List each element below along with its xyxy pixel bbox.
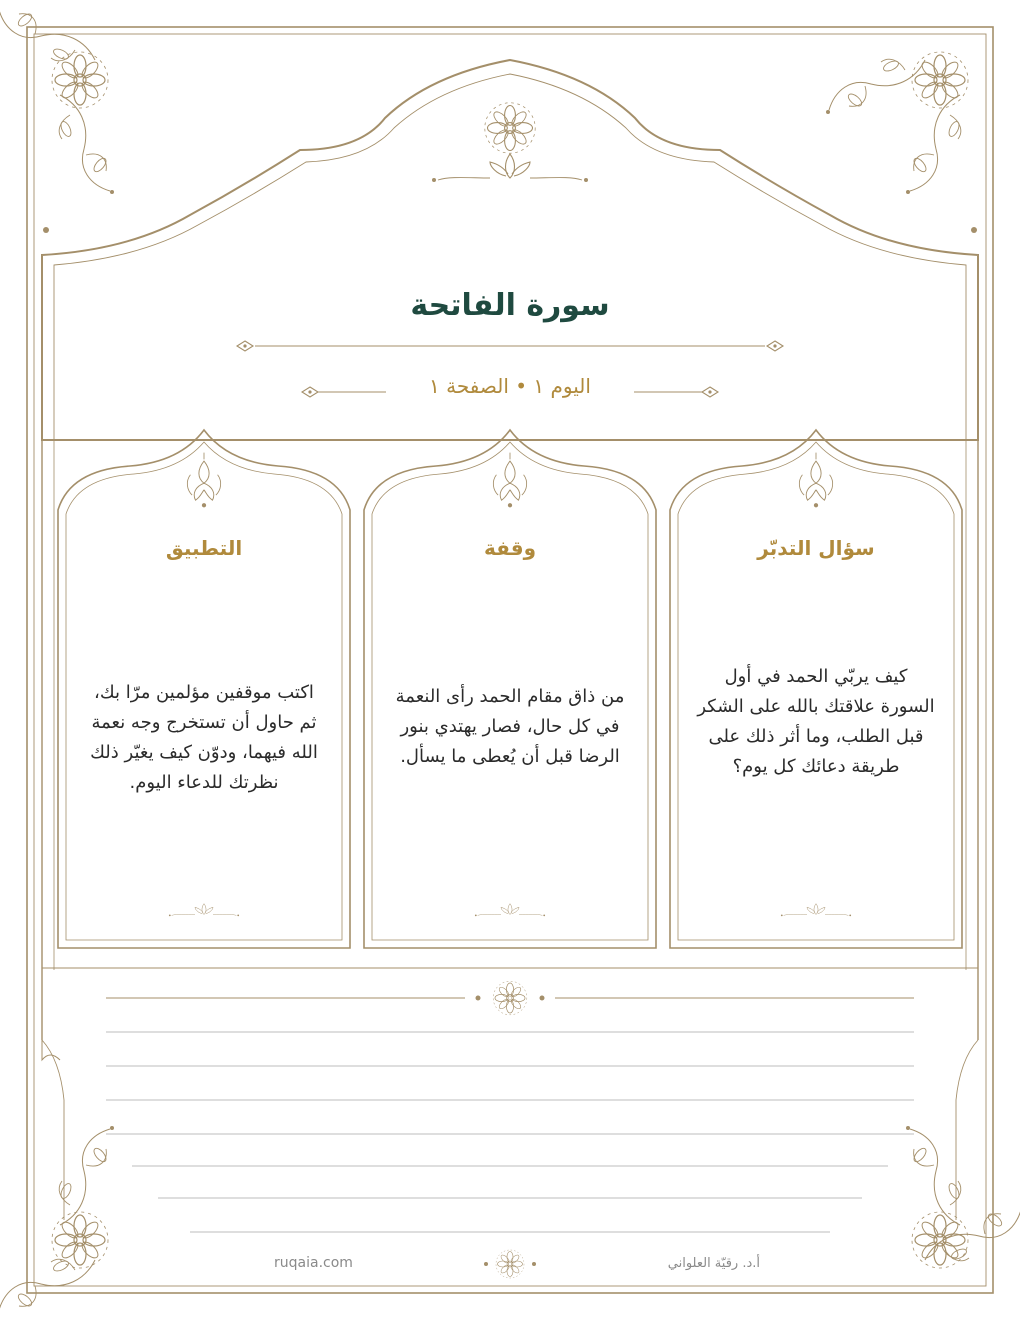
writing-lines[interactable] [106, 1032, 914, 1232]
card-body-reflection-question: كيف يربّي الحمد في أول السورة علاقتك بالله على الشكر قبل الطلب، وما أثر ذلك على طريقة دعائك كل يوم؟ [697, 666, 935, 777]
card-body-pause: من ذاق مقام الحمد رأى النعمة في كل حال، فصار يهتدي بنور الرضا قبل أن يُعطى ما يسأل. [395, 686, 625, 767]
card-heading-pause: وقفة [483, 536, 537, 560]
card-heading-reflection-question: سؤال التدبّر [757, 536, 875, 560]
card-heading-application: التطبيق [165, 536, 243, 560]
floral-corner-ornament [0, 6, 114, 233]
floral-corner-ornament [906, 1126, 1020, 1268]
page-title: سورة الفاتحة [410, 288, 610, 323]
floral-corner-ornament [826, 52, 977, 233]
day-page-subtitle: اليوم ١ • الصفحة ١ [429, 374, 591, 398]
footer-website[interactable]: ruqaia.com [274, 1255, 353, 1271]
footer-author: أ.د. رقيّة العلواني [667, 1256, 760, 1271]
card-body-application: اكتب موقفين مؤلمين مرّا بك، ثم حاول أن تستخرج وجه نعمة الله فيهما، ودوّن كيف يغيّر ذلك نظرتك للدعاء اليوم. [90, 682, 318, 793]
